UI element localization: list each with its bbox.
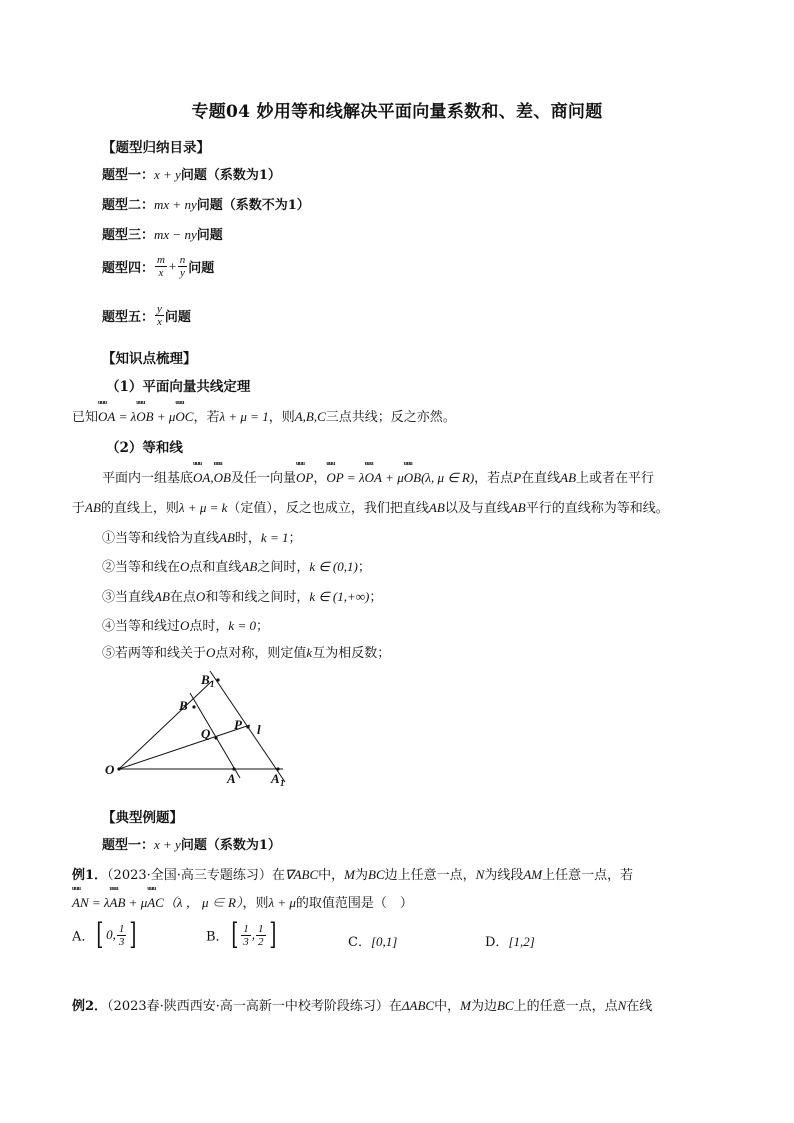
option-d[interactable] — [485, 931, 535, 950]
knowledge-heading: 【知识点梳理】 — [102, 351, 197, 367]
label-l: l — [257, 722, 261, 737]
catalog-item-suffix: 问题 — [196, 228, 223, 243]
label-Q: Q — [201, 726, 211, 741]
examples-type1: 题型一：x + y问题（系数为1） — [102, 837, 281, 853]
knowledge-item-4: ④当等和线过O点时，k = 0； — [102, 618, 269, 634]
examples-heading: 【典型例题】 — [102, 810, 183, 826]
line-AB — [190, 693, 240, 778]
knowledge-item-1: ①当等和线恰为直线AB时，k = 1； — [102, 530, 302, 546]
collinear-theorem: 已知uuu OA = λuuu OB + μuuu OC，若λ + μ = 1，则A,B,C三点共线；反之亦然。 — [72, 406, 456, 425]
example-2-number: 例2． — [72, 999, 108, 1014]
option-d-label: D． — [485, 935, 509, 950]
knowledge-item-3: ③当直线AB在点O和等和线之间时，k ∈ (1,+∞)； — [102, 589, 383, 605]
option-d-value: [1,2] — [508, 934, 535, 949]
section-1-title: （1）平面向量共线定理 — [106, 379, 251, 395]
catalog-item-suffix: 问题 — [188, 261, 215, 276]
option-c[interactable] — [348, 931, 397, 950]
label-A: A — [227, 771, 236, 786]
catalog-item-label: 题型三： — [102, 228, 155, 243]
catalog-item-suffix: 问题（系数不为1） — [196, 198, 310, 213]
option-a[interactable] — [72, 917, 139, 952]
knowledge-item-2: ②当等和线在O点和直线AB之间时，k ∈ (0,1)； — [102, 559, 371, 575]
interval: [ $\frac{1}{3}$ , $\frac{1}{2}$ ] — [230, 917, 276, 952]
label-O: O — [105, 762, 115, 777]
interval: [ 0, $\frac{1}{3}$ ] — [96, 917, 137, 952]
equal-sum-para-line1: 平面内一组基底uuu OA,uuu OB及任一向量uuu OP，uuu OP = λuuu OA + μuuu OB(λ, μ ∈ R)，若点P在直线AB上或者在平行 — [102, 467, 654, 486]
option-b-label: B． — [206, 929, 229, 945]
fraction: $\frac{y}{x}$ — [157, 303, 162, 328]
line-OB1 — [119, 681, 212, 769]
catalog-item-label: 题型一： — [102, 168, 155, 183]
option-c-value: [0,1] — [370, 934, 398, 949]
example-1-line2: uuu AN = λuuu AB + μuuu AC（λ ， μ ∈ R），则λ + μ的取值范围是（ ） — [72, 892, 413, 911]
fraction: $\frac{m}{x}$ — [157, 254, 165, 279]
point-Q — [214, 736, 217, 739]
label-B: B — [179, 698, 188, 713]
example-1-line1: 例1．（2023·全国·高三专题练习）在∇ABC中，M为BC边上任意一点，N为线段AM上任意一点，若 — [72, 867, 634, 883]
example-2-line1: 例2．（2023春·陕西西安·高一高新一中校考阶段练习）在ΔABC中，M为边BC上的任意一点，点N在线 — [72, 998, 653, 1014]
catalog-item-label: 题型五： — [102, 310, 155, 325]
catalog-item-suffix: 问题（系数为1） — [180, 168, 281, 183]
label-B1: B — [201, 672, 210, 687]
catalog-item-4 — [102, 254, 214, 279]
catalog-item-2 — [102, 194, 310, 213]
plus-sign: + — [167, 258, 177, 274]
point-B — [192, 705, 195, 708]
point-O — [117, 767, 120, 770]
equal-sum-line-figure — [100, 668, 300, 790]
catalog-item-3 — [102, 224, 223, 243]
catalog-item-1 — [102, 164, 281, 183]
catalog-item-math: mx + ny — [154, 197, 197, 212]
catalog-item-label: 题型二： — [102, 198, 155, 213]
label-P: P — [234, 717, 242, 732]
option-a-label: A． — [72, 929, 95, 945]
catalog-item-label: 题型四： — [102, 261, 155, 276]
point-P — [246, 725, 249, 728]
equal-sum-para-line2: 于AB的直线上，则λ + μ = k（定值），反之也成立，我们把直线AB以及与直线AB平行的直线称为等和线。 — [72, 500, 669, 516]
catalog-item-math: mx − ny — [154, 227, 197, 242]
catalog-item-5 — [102, 303, 191, 328]
label-A1-subscript: 1 — [280, 778, 285, 788]
knowledge-item-5: ⑤若两等和线关于O点对称，则定值k互为相反数； — [102, 645, 391, 661]
page-title: 专题04 妙用等和线解决平面向量系数和、差、商问题 — [191, 102, 603, 122]
catalog-item-math: x + y — [154, 167, 181, 182]
option-b[interactable] — [206, 917, 278, 952]
fraction: $\frac{n}{y}$ — [179, 254, 186, 279]
option-c-label: C． — [348, 935, 371, 950]
section-2-title: （2）等和线 — [106, 440, 183, 456]
point-B1 — [216, 678, 219, 681]
label-A1: A — [271, 771, 280, 786]
catalog-item-suffix: 问题 — [164, 310, 191, 325]
catalog-heading: 【题型归纳目录】 — [102, 140, 210, 156]
example-1-number: 例1． — [72, 868, 108, 883]
label-B1-subscript: 1 — [210, 679, 215, 689]
